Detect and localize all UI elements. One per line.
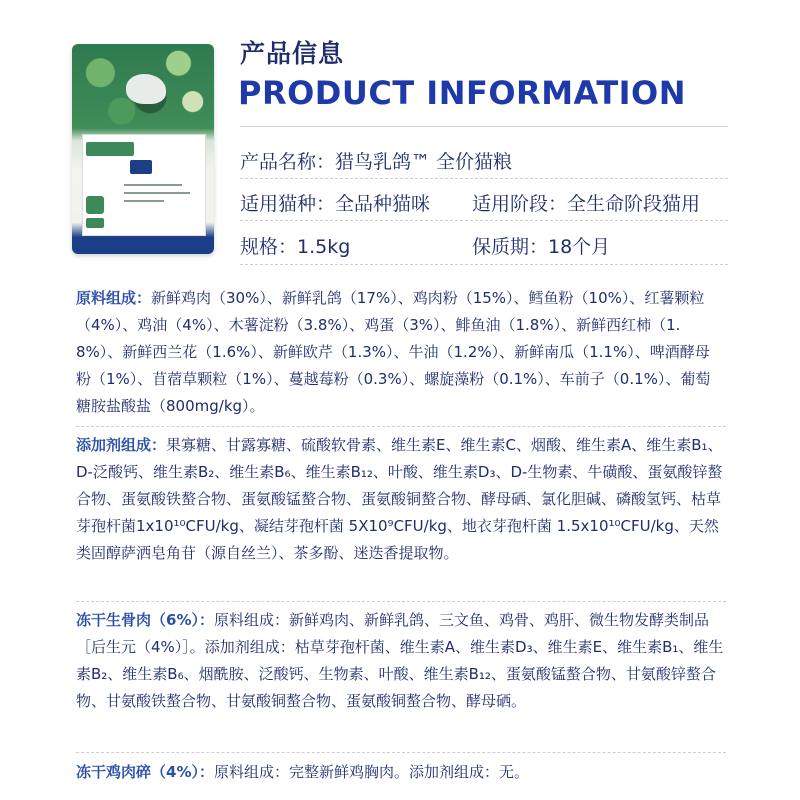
product-image	[72, 44, 214, 254]
cat-food-bag	[72, 44, 214, 254]
additives-text: 果寡糖、甘露寡糖、硫酸软骨素、维生素E、维生素C、烟酸、维生素A、维生素B₁、D-泛酸钙、维生素B₂、维生素B₆、维生素B₁₂、叶酸、维生素D₃、D-生物素、牛磺酸、蛋氨酸锌螯合物、蛋氨酸铁螯合物、蛋氨酸锰螯合物、蛋氨酸铜螯合物、酵母硒、氯化胆碱、磷酸氢钙、枯草芽孢杆菌1x10¹⁰CFU/kg、凝结芽孢杆菌 5X10⁹CFU/kg、地衣芽孢杆菌 1.5x10¹⁰CFU/kg、天然类固醇萨洒皂角苷（源自丝兰）、茶多酚、迷迭香提取物。	[76, 436, 723, 562]
ingredients-text: 新鲜鸡肉（30%）、新鲜乳鸽（17%）、鸡肉粉（15%）、鳕鱼粉（10%）、红薯颗粒（4%）、鸡油（4%）、木薯淀粉（3.8%）、鸡蛋（3%）、鲱鱼油（1.8%）、新鲜西红柿（1.8%）、新鲜西兰花（1.6%）、新鲜欧芹（1.3%）、牛油（1.2%）、新鲜南瓜（1.1%）、啤酒酵母粉（1%）、苜蓿草颗粒（1%）、蔓越莓粉（0.3%）、螺旋藻粉（0.1%）、车前子（0.1%）、葡萄糖胺盐酸盐（800mg/kg）。	[76, 289, 711, 415]
cat-type: 适用猫种：全品种猫咪	[240, 193, 431, 215]
product-name: 产品名称：猎鸟乳鸽™ 全价猫粮	[240, 151, 513, 173]
bag-badge	[86, 196, 104, 214]
section-divider	[76, 601, 726, 602]
row-separator	[240, 220, 728, 221]
freeze-dried-chicken-text: 原料组成：完整新鲜鸡胸肉。添加剂组成：无。	[213, 763, 529, 781]
section-divider	[76, 426, 726, 427]
freeze-dried-bone-section	[76, 607, 724, 715]
freeze-dried-chicken-section	[76, 759, 724, 786]
freeze-dried-chicken-label: 冻干鸡肉碎（4%）：	[76, 763, 214, 781]
ingredients-label: 原料组成：	[76, 289, 152, 307]
bag-brand-logo	[130, 160, 152, 174]
freeze-dried-bone-label: 冻干生骨肉（6%）：	[76, 611, 214, 629]
info-row-suitability	[240, 189, 728, 216]
info-row-name	[240, 147, 728, 174]
title-chinese: 产品信息	[240, 39, 345, 68]
specification: 规格：1.5kg	[240, 236, 351, 258]
bag-green-tag	[86, 142, 134, 156]
ingredients-section	[76, 285, 724, 420]
life-stage: 适用阶段：全生命阶段猫用	[472, 193, 701, 215]
freeze-dried-bone-text: 原料组成：新鲜鸡肉、新鲜乳鸽、三文鱼、鸡骨、鸡肝、微生物发酵类制品［后生元（4%）］。添加剂组成：枯草芽孢杆菌、维生素A、维生素D₃、维生素E、维生素B₁、维生素B₂、维生素B₆、烟酰胺、泛酸钙、生物素、叶酸、维生素B₁₂、蛋氨酸锰螯合物、甘氨酸锌螯合物、甘氨酸铁螯合物、甘氨酸铜螯合物、蛋氨酸铜螯合物、酵母硒。	[76, 611, 724, 710]
title-english: PRODUCT INFORMATION	[238, 74, 687, 112]
row-separator	[240, 178, 728, 179]
header-separator	[240, 126, 728, 127]
bag-pigeon-art	[126, 74, 166, 104]
bag-badge-small	[86, 218, 104, 228]
additives-label: 添加剂组成：	[76, 436, 167, 454]
row-separator	[240, 264, 728, 265]
shelf-life: 保质期：18个月	[472, 236, 611, 258]
additives-section	[76, 432, 724, 567]
bag-text-lines	[124, 184, 190, 206]
section-divider	[76, 752, 726, 753]
info-row-spec	[240, 232, 728, 259]
